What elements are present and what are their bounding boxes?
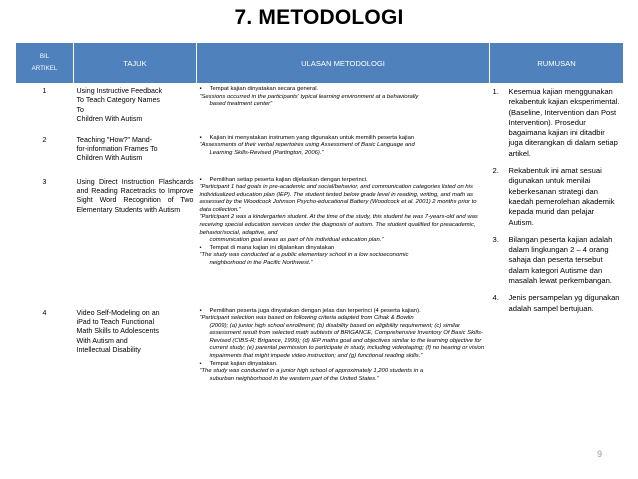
bullet-icon: • bbox=[199, 244, 202, 251]
header-artikel: ARTIKEL bbox=[31, 65, 58, 72]
summary-number: 4. bbox=[492, 293, 499, 303]
title-line: With Autism and bbox=[76, 336, 128, 345]
summary-number: 1. bbox=[492, 87, 499, 96]
quote-text: “The study was conducted at a public elementary school in a low socioeconomic bbox=[199, 252, 409, 259]
quote-text: neighborhood in the Pacific Northwest.” bbox=[209, 260, 313, 267]
title-line: iPad to Teach Functional bbox=[76, 317, 155, 326]
quote-text: “Sessions occurred in the participants' typical learning environment at a behaviorally bbox=[199, 93, 419, 100]
bullet-item bbox=[200, 361, 487, 369]
header-bil-artikel bbox=[16, 43, 74, 84]
summary-cell bbox=[490, 84, 624, 386]
summary-number: 3. bbox=[492, 234, 499, 244]
row-review bbox=[197, 133, 490, 175]
title-line: Math Skills to Adolescents bbox=[76, 327, 159, 336]
summary-text: Bilangan peserta kajian adalah dalam lingkungan 2 – 4 orang sahaja dan peserta tersebut dalam kategori Autisme dan masalah lewat perkembangan. bbox=[508, 234, 613, 286]
summary-item bbox=[493, 166, 621, 228]
table-header-row bbox=[16, 43, 624, 84]
title-line: To Teach Category Names bbox=[76, 96, 160, 105]
row-title bbox=[74, 84, 197, 133]
title-line: Intellectual Disability bbox=[76, 346, 141, 355]
bullet-icon: • bbox=[199, 360, 202, 367]
quote-text: suburban neighborhood in the western part of the United States.” bbox=[209, 375, 379, 382]
bullet-text: Kajian ini menyatakan instrumen yang digunakan untuk memilih peserta kajian bbox=[209, 134, 415, 141]
summary-item bbox=[493, 87, 621, 159]
header-tajuk: TAJUK bbox=[74, 43, 197, 84]
quote-text: “Participant selection was based on following criteria adapted from Cihak & Bowlin bbox=[199, 315, 414, 322]
bullet-icon: ▪ bbox=[199, 86, 202, 92]
methodology-table bbox=[15, 42, 624, 385]
bullet-icon: ▪ bbox=[199, 307, 202, 314]
row-title: Using Direct Instruction Flashcards and Reading Racetracks to Improve Sight Word Recognition of Two Elementary Students with Autism bbox=[76, 177, 194, 214]
bullet-text: Pemilihan peserta juga dinyatakan dengan jelas dan terperinci (4 peserta kajian). bbox=[209, 307, 421, 314]
row-title bbox=[74, 133, 197, 175]
row-number: 2 bbox=[42, 136, 47, 144]
bullet-icon: ▪ bbox=[199, 176, 202, 183]
bullet-item bbox=[200, 135, 487, 143]
header-ulasan: ULASAN METODOLOGI bbox=[197, 43, 490, 84]
page-number: 9 bbox=[596, 449, 602, 459]
row-review bbox=[197, 175, 490, 306]
title-line: Children With Autism bbox=[76, 154, 143, 163]
row-number: 1 bbox=[42, 88, 47, 95]
summary-text: Kesemua kajian menggunakan rekabentuk kajian eksperimental. (Baseline, Intervention dan Post Intervention). Prosedur bagaimana kajian ini ditadbir juga diterangkan di dalam setiap artikel. bbox=[508, 87, 620, 158]
bullet-item bbox=[200, 86, 487, 94]
title-line: Teaching "How?" Mand- bbox=[76, 135, 153, 144]
quote-text: based treatment center” bbox=[209, 101, 273, 108]
summary-text: Rekabentuk ini amat sesuai digunakan untuk menilai keberkesanan strategi dan kaedah pemerolehan akademik kepada murid dan pelajar Autism. bbox=[508, 166, 615, 227]
title-line: To bbox=[76, 105, 84, 114]
bullet-item bbox=[200, 177, 487, 185]
bullet-item bbox=[200, 245, 487, 253]
row-review bbox=[197, 84, 490, 133]
bullet-text: Tempat di mana kajian ini dijalankan dinyatakan bbox=[209, 244, 335, 251]
header-rumusan: RUMUSAN bbox=[490, 43, 624, 84]
title-line: Children With Autism bbox=[76, 115, 143, 124]
quote-text: communication goal areas as part of his individual education plan.” bbox=[209, 237, 384, 244]
quote-text: “Assessments of their verbal repertoires using Assessment of Basic Language and bbox=[199, 142, 415, 149]
summary-text: Jenis persampelan yg digunakan adalah sampel bertujuan. bbox=[508, 293, 620, 313]
title-line: for-information Frames To bbox=[76, 144, 158, 153]
quote-text: (2009); (a) junior high school enrollment; (b) disability based on eligibility requirement; (c) similar assessment result from selected math subtests of BRIGANCE, Comprehensive Inventory Of Basic Skills-Revised (CIBS-R; Brigance, 1999); (d) IEP maths goal and objectives similar to the learning objective for current study; (e) parental permission to participate in study, including videotaping; (f) no hearing or vision impairments that might impede video instruction; and (g) functional reading skills.” bbox=[209, 322, 485, 360]
header-bil: BIL bbox=[39, 53, 50, 60]
quote-text: “Participant 1 had goals in pre-academic and social/behavior, and communication categories listed on his individualized education plan (IEP). The student tested below grade level in reading, writing, and math as assessed by the Woodcock Johnson Psycho-educational Battery (Woodcock et al. 2001) 2 months prior to data collection.” bbox=[199, 184, 477, 213]
title-line: Using Instructive Feedback bbox=[76, 87, 163, 95]
bullet-icon: ▪ bbox=[199, 134, 202, 141]
bullet-item bbox=[200, 308, 487, 316]
summary-number: 2. bbox=[492, 166, 499, 176]
quote-text: Learning Skills-Revised (Partington, 2006).” bbox=[209, 149, 324, 156]
summary-item bbox=[493, 235, 621, 286]
quote-text: “The study was conducted in a junior high school of approximately 1,200 students in a bbox=[199, 368, 424, 375]
row-review bbox=[197, 306, 490, 386]
bullet-text: Tempat kajian dinyatakan. bbox=[209, 360, 278, 367]
row-number: 4 bbox=[42, 309, 47, 317]
page-title: 7. METODOLOGI bbox=[234, 6, 404, 29]
quote-text: “Participant 2 was a kindergarten student. At the time of the study, this student he was 7-years-old and was receiving special education services under the diagnosis of autism. The student qualified for preacademic, behavior/social, adaptive, and bbox=[199, 214, 478, 236]
row-title bbox=[74, 306, 197, 386]
row-number: 3 bbox=[42, 178, 47, 186]
bullet-text: Tempat kajian dinyatakan secara general. bbox=[209, 86, 319, 92]
bullet-text: Pemilihan setiap peserta kajian dijelaskan dengan terperinci. bbox=[209, 176, 368, 183]
title-line: Video Self-Modeling on an bbox=[76, 308, 160, 317]
summary-item bbox=[493, 293, 621, 314]
table-row bbox=[16, 84, 624, 133]
